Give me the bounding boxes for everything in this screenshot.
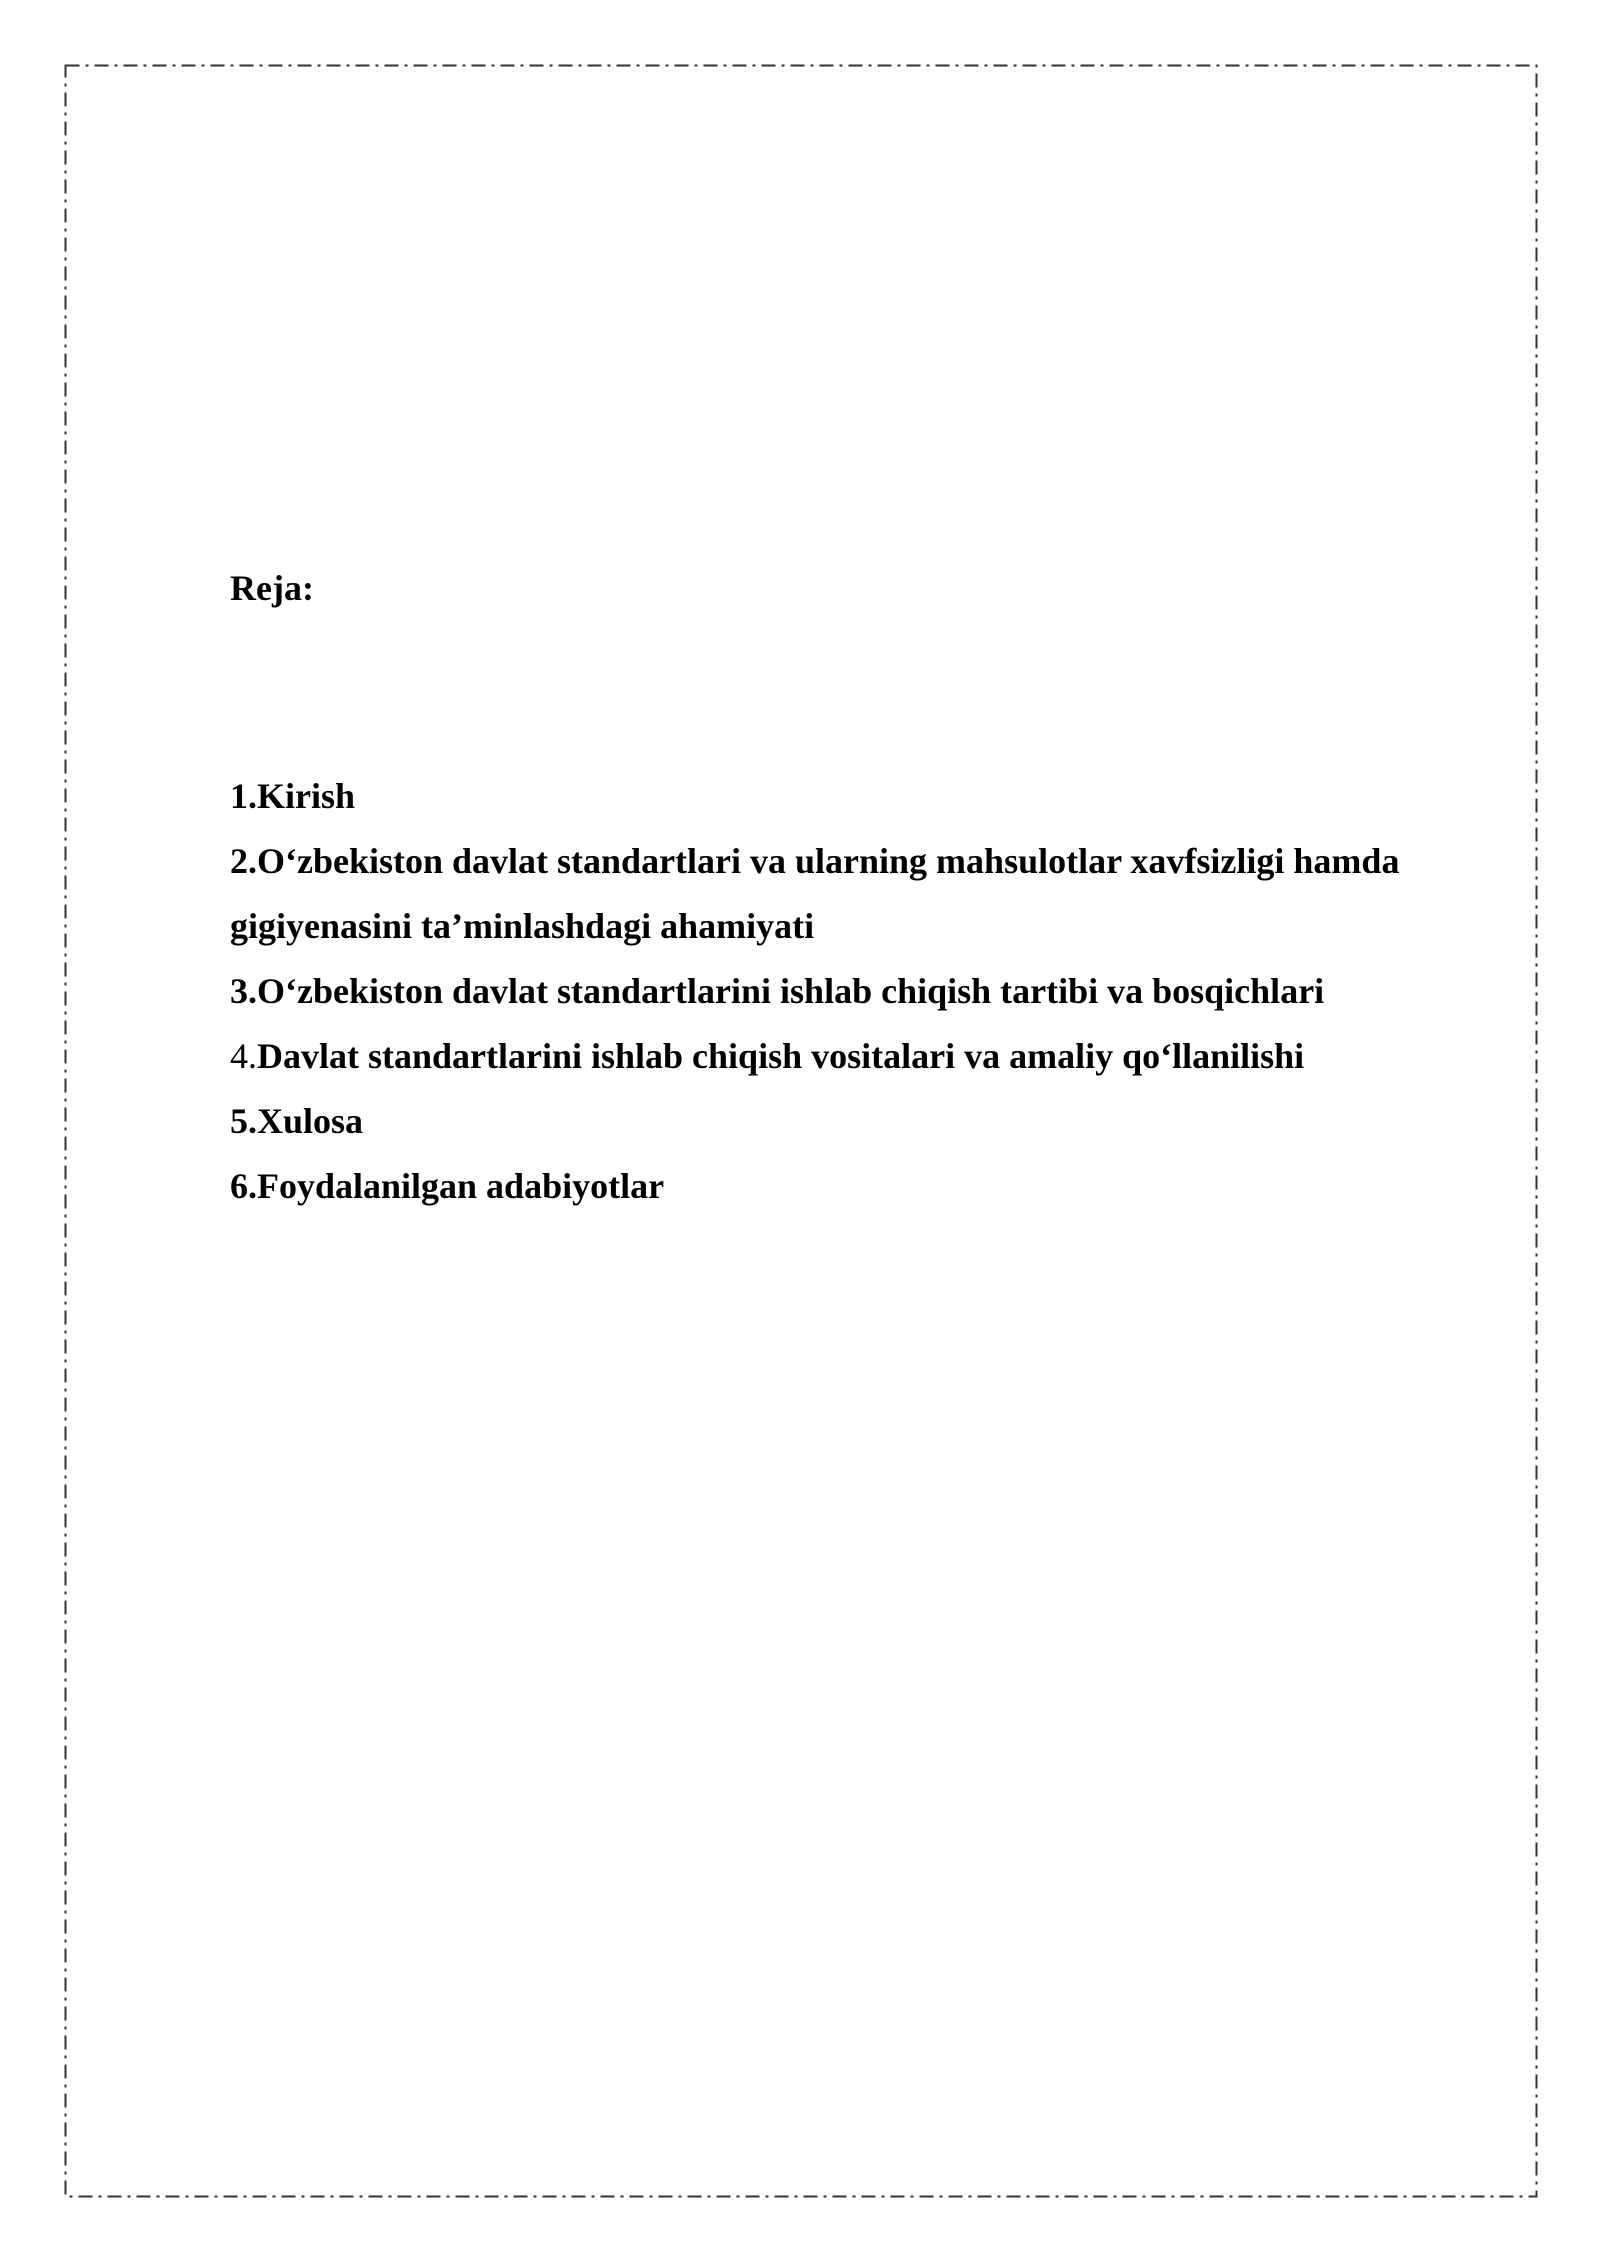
plan-item-5 (230, 1089, 1470, 1154)
plan-item-6 (230, 1154, 1470, 1219)
plan-item-number: 4. (230, 1036, 257, 1076)
plan-list (230, 764, 1470, 1219)
plan-heading: Reja: (230, 568, 314, 608)
plan-item-1 (230, 764, 1470, 829)
plan-item-2 (230, 829, 1470, 959)
plan-item-number: 6. (230, 1166, 257, 1206)
plan-item-4 (230, 1024, 1470, 1089)
plan-item-number: 1. (230, 776, 257, 816)
plan-item-number: 2. (230, 841, 257, 881)
plan-item-number: 3. (230, 971, 257, 1011)
plan-item-text: Xulosa (257, 1101, 364, 1141)
plan-item-number: 5. (230, 1101, 257, 1141)
plan-item-text: O‘zbekiston davlat standartlari va ularning mahsulotlar xavfsizligi hamda gigiyenasini ta’minlashdagi ahamiyati (230, 841, 1400, 946)
plan-item-text: Davlat standartlarini ishlab chiqish vositalari va amaliy qo‘llanilishi (257, 1036, 1305, 1076)
plan-item-text: Kirish (257, 776, 356, 816)
document-body (230, 560, 1470, 1206)
plan-item-text: Foydalanilgan adabiyotlar (257, 1166, 665, 1206)
plan-item-text: O‘zbekiston davlat standartlarini ishlab chiqish tartibi va bosqichlari (257, 971, 1325, 1011)
plan-item-3 (230, 959, 1470, 1024)
